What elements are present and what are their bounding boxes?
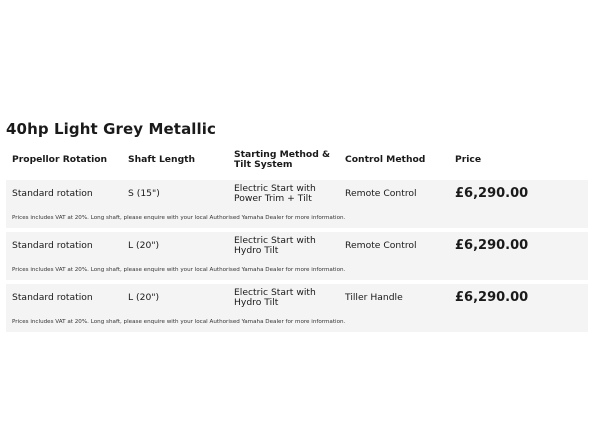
cell-shaft-length: L (20") — [128, 240, 160, 251]
cell-starting-method-line2: Hydro Tilt — [234, 245, 279, 256]
cell-shaft-length: S (15") — [128, 188, 160, 199]
header-propellor-rotation: Propellor Rotation — [12, 154, 108, 165]
table-header — [6, 148, 588, 178]
table-row — [6, 232, 588, 280]
header-starting-method-line2: Tilt System — [234, 159, 293, 170]
cell-propellor-rotation: Standard rotation — [12, 188, 93, 199]
cell-shaft-length: L (20") — [128, 292, 160, 303]
cell-starting-method — [234, 236, 316, 256]
cell-starting-method-line1: Electric Start with — [234, 287, 316, 298]
cell-control-method: Remote Control — [345, 240, 417, 251]
cell-propellor-rotation: Standard rotation — [12, 240, 93, 251]
price-note: Prices includes VAT at 20%. Long shaft, please enquire with your local Authorised Yamaha Dealer for more information. — [12, 215, 346, 221]
cell-starting-method-line1: Electric Start with — [234, 235, 316, 246]
table-row — [6, 180, 588, 228]
cell-control-method: Remote Control — [345, 188, 417, 199]
cell-starting-method — [234, 184, 316, 204]
product-title: 40hp Light Grey Metallic — [6, 120, 217, 138]
cell-price: £6,290.00 — [455, 238, 529, 253]
header-price: Price — [455, 154, 482, 165]
cell-starting-method-line2: Power Trim + Tilt — [234, 193, 312, 204]
header-control-method: Control Method — [345, 154, 426, 165]
cell-starting-method — [234, 288, 316, 308]
table-row — [6, 284, 588, 332]
header-starting-method-line1: Starting Method & — [234, 149, 331, 160]
header-shaft-length: Shaft Length — [128, 154, 196, 165]
cell-control-method: Tiller Handle — [345, 292, 403, 303]
cell-starting-method-line1: Electric Start with — [234, 183, 316, 194]
cell-price: £6,290.00 — [455, 186, 529, 201]
price-note: Prices includes VAT at 20%. Long shaft, please enquire with your local Authorised Yamaha Dealer for more information. — [12, 267, 346, 273]
price-note: Prices includes VAT at 20%. Long shaft, please enquire with your local Authorised Yamaha Dealer for more information. — [12, 319, 346, 325]
cell-propellor-rotation: Standard rotation — [12, 292, 93, 303]
cell-starting-method-line2: Hydro Tilt — [234, 297, 279, 308]
header-starting-method — [234, 150, 330, 170]
cell-price: £6,290.00 — [455, 290, 529, 305]
